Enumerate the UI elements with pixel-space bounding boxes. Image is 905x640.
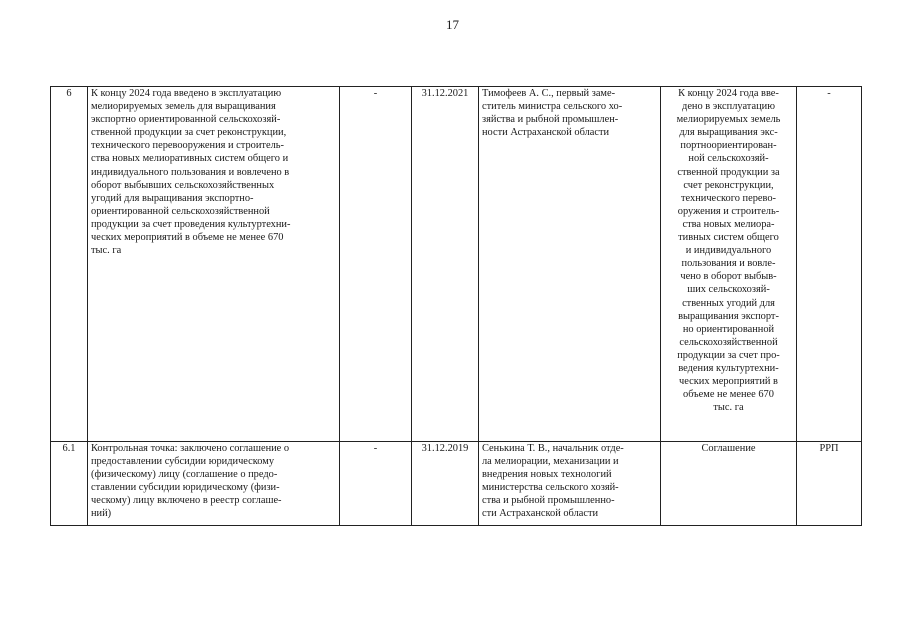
table-row xyxy=(51,87,862,442)
row-number: 6.1 xyxy=(51,442,88,526)
end-date: 31.12.2021 xyxy=(412,87,479,442)
end-date: 31.12.2019 xyxy=(412,442,479,526)
plan-table xyxy=(50,86,862,526)
event-description: К концу 2024 года введено в эксплуатацию мелиорируемых земель для выращивания экспортно ориентированной сельскохозяй- ственной продукции за счет реконструкции, технического перевооружения и строитель- ства новых мелиоративных систем общего и индивидуального пользования и вовлечено в оборот выбывших сельскохозяйственных угодий для выращивания экспортно- ориентированной сельскохозяйственной продукции за счет проведения культуртехни- ческих мероприятий в объеме не менее 670 тыс. га xyxy=(88,87,340,442)
start-date: - xyxy=(340,442,412,526)
responsible-person: Сенькина Т. В., начальник отде- ла мелиорации, механизации и внедрения новых технологий министерства сельского хозяй- ства и рыбной промышленно- сти Астраханской области xyxy=(479,442,661,526)
responsible-person: Тимофеев А. С., первый заме- ститель министра сельского хо- зяйства и рыбной промышлен- ности Астраханской области xyxy=(479,87,661,442)
expected-result: К концу 2024 года вве- дено в эксплуатацию мелиорируемых земель для выращивания экс- портноориентирован- ной сельскохозяй- ственной продукции за счет реконструкции, технического перево- оружения и строитель- ства новых мелиора- тивных систем общего и индивидуального пользования и вовле- чено в оборот выбыв- ших сельскохозяй- ственных угодий для выращивания экспорт- но ориентированной сельскохозяйственной продукции за счет про- ведения культуртехни- ческих мероприятий в объеме не менее 670 тыс. га xyxy=(661,87,797,442)
page-number: 17 xyxy=(446,17,459,32)
document-type: - xyxy=(797,87,862,442)
start-date: - xyxy=(340,87,412,442)
event-description: Контрольная точка: заключено соглашение о предоставлении субсидии юридическому (физическому) лицу (соглашение о предо- ставлении субсидии юридическому (физи- ческому) лицу включено в реестр соглаше- ний) xyxy=(88,442,340,526)
document-type: РРП xyxy=(797,442,862,526)
expected-result: Соглашение xyxy=(661,442,797,526)
row-number: 6 xyxy=(51,87,88,442)
table-row xyxy=(51,442,862,526)
